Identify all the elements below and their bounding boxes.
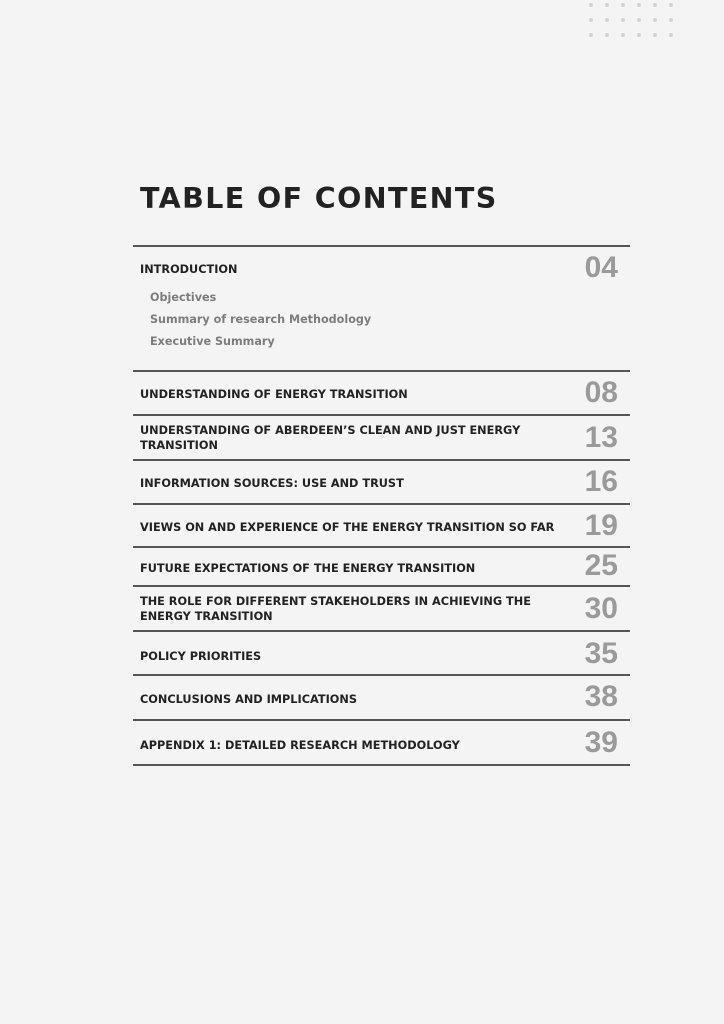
- dot: [669, 3, 673, 7]
- toc-subitem[interactable]: Executive Summary: [150, 335, 275, 348]
- dot: [653, 33, 657, 37]
- toc-subitem[interactable]: Summary of research Methodology: [150, 313, 372, 326]
- toc-entry-stakeholders[interactable]: [133, 587, 630, 632]
- toc-page-number: 19: [584, 509, 618, 542]
- table-of-contents: [133, 245, 630, 766]
- toc-page-number: 16: [584, 465, 618, 498]
- dot: [653, 3, 657, 7]
- dot: [637, 18, 641, 22]
- toc-entry-label: UNDERSTANDING OF ENERGY TRANSITION: [140, 388, 408, 401]
- dot-grid-icon: [589, 3, 679, 39]
- toc-entry-label: POLICY PRIORITIES: [140, 650, 262, 663]
- toc-entry-future-expectations[interactable]: [133, 548, 630, 587]
- dot: [589, 18, 593, 22]
- dot: [589, 3, 593, 7]
- page-title: TABLE OF CONTENTS: [140, 182, 498, 215]
- toc-entry-introduction[interactable]: [133, 247, 630, 372]
- toc-entry-label: APPENDIX 1: DETAILED RESEARCH METHODOLOGY: [140, 739, 460, 752]
- toc-entry-label: FUTURE EXPECTATIONS OF THE ENERGY TRANSITION: [140, 562, 476, 575]
- toc-page-number: 38: [584, 680, 618, 713]
- dot: [653, 18, 657, 22]
- toc-entry-appendix[interactable]: [133, 721, 630, 766]
- toc-page-number: 08: [584, 376, 618, 409]
- toc-entry-conclusions[interactable]: [133, 676, 630, 721]
- toc-entry-label: CONCLUSIONS AND IMPLICATIONS: [140, 693, 357, 706]
- toc-page-number: 25: [584, 549, 618, 582]
- toc-page-number: 30: [584, 592, 618, 625]
- toc-entry-label: THE ROLE FOR DIFFERENT STAKEHOLDERS IN ACHIEVING THE ENERGY TRANSITION: [140, 595, 531, 623]
- toc-page-number: 04: [584, 251, 618, 284]
- dot: [621, 18, 625, 22]
- toc-page-number: 39: [584, 726, 618, 759]
- toc-entry-views-experience[interactable]: [133, 505, 630, 548]
- toc-entry-label: UNDERSTANDING OF ABERDEEN’S CLEAN AND JUST ENERGY TRANSITION: [140, 424, 521, 452]
- toc-entry-label: VIEWS ON AND EXPERIENCE OF THE ENERGY TRANSITION SO FAR: [140, 521, 555, 534]
- toc-entry-aberdeen-transition[interactable]: [133, 416, 630, 461]
- dot: [669, 33, 673, 37]
- toc-page-number: 35: [584, 637, 618, 670]
- dot: [621, 33, 625, 37]
- toc-page-number: 13: [584, 421, 618, 454]
- toc-subitems: [150, 287, 371, 353]
- toc-entry-information-sources[interactable]: [133, 461, 630, 505]
- toc-entry-label: INTRODUCTION: [140, 263, 238, 276]
- dot: [589, 33, 593, 37]
- dot: [605, 3, 609, 7]
- toc-entry-understanding-energy-transition[interactable]: [133, 372, 630, 416]
- toc-entry-policy-priorities[interactable]: [133, 632, 630, 676]
- dot: [605, 33, 609, 37]
- dot: [637, 33, 641, 37]
- dot: [669, 18, 673, 22]
- dot: [621, 3, 625, 7]
- dot: [605, 18, 609, 22]
- toc-subitem[interactable]: Objectives: [150, 291, 217, 304]
- dot: [637, 3, 641, 7]
- toc-entry-label: INFORMATION SOURCES: USE AND TRUST: [140, 477, 404, 490]
